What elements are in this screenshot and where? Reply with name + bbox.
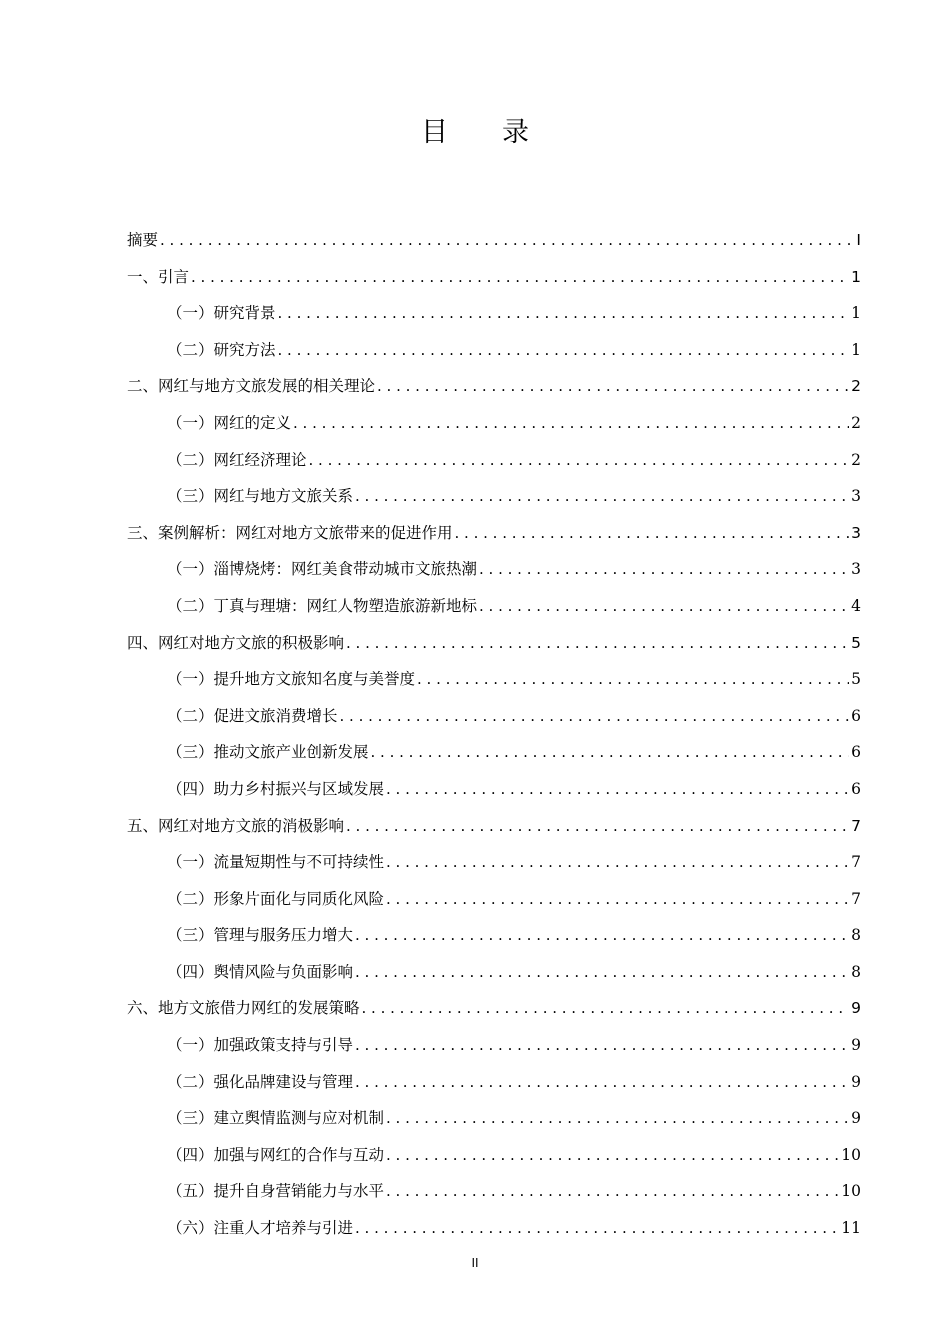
toc-entry[interactable]: [127, 881, 861, 918]
toc-dot-leader: [371, 734, 850, 771]
toc-entry-page: 4: [851, 596, 861, 615]
toc-entry-page: I: [856, 231, 861, 249]
toc-dot-leader: [191, 259, 849, 296]
toc-entry-label: （五）提升自身营销能力与水平: [167, 1182, 385, 1201]
toc-entry-page: 9: [851, 1109, 861, 1128]
toc-dot-leader: [362, 990, 850, 1027]
page-number: II: [471, 1256, 479, 1270]
toc-entry[interactable]: [127, 259, 861, 296]
toc-dot-leader: [355, 954, 849, 991]
toc-dot-leader: [346, 808, 849, 845]
toc-entry-label: （一）研究背景: [167, 304, 276, 323]
toc-entry-label: （二）丁真与理塘：网红人物塑造旅游新地标: [167, 596, 478, 615]
toc-dot-leader: [355, 478, 849, 515]
toc-entry-page: 10: [841, 1145, 861, 1164]
toc-dot-leader: [377, 368, 849, 405]
toc-entry-label: （二）网红经济理论: [167, 450, 307, 469]
toc-entry[interactable]: [127, 990, 861, 1027]
toc-dot-leader: [309, 442, 850, 479]
toc-entry-page: 11: [841, 1219, 861, 1238]
toc-entry-page: 5: [851, 670, 861, 689]
toc-dot-leader: [355, 1064, 849, 1101]
toc-dot-leader: [355, 1210, 839, 1247]
toc-entry[interactable]: [127, 332, 861, 369]
toc-entry-label: （三）建立舆情监测与应对机制: [167, 1109, 385, 1128]
toc-dot-leader: [355, 917, 849, 954]
toc-entry-label: （二）研究方法: [167, 340, 276, 359]
toc-entry[interactable]: [127, 698, 861, 735]
toc-entry[interactable]: [127, 954, 861, 991]
toc-entry-page: 1: [851, 304, 861, 323]
toc-entry[interactable]: [127, 1137, 861, 1174]
toc-entry-page: 9: [851, 999, 861, 1018]
toc-entry[interactable]: [127, 222, 861, 259]
toc-entry[interactable]: [127, 917, 861, 954]
toc-dot-leader: [355, 1027, 849, 1064]
toc-entry[interactable]: [127, 405, 861, 442]
toc-dot-leader: [479, 588, 849, 625]
toc-entry-page: 7: [851, 853, 861, 872]
toc-entry-label: 六、地方文旅借力网红的发展策略: [127, 999, 360, 1018]
toc-entry-page: 6: [851, 743, 861, 762]
toc-entry[interactable]: [127, 478, 861, 515]
toc-dot-leader: [386, 881, 849, 918]
toc-entry[interactable]: [127, 442, 861, 479]
toc-entry-label: 三、案例解析：网红对地方文旅带来的促进作用: [127, 523, 453, 542]
toc-entry[interactable]: [127, 625, 861, 662]
toc-entry-page: 3: [851, 487, 861, 506]
toc-entry-page: 2: [851, 450, 861, 469]
toc-dot-leader: [386, 1100, 849, 1137]
toc-entry-page: 10: [841, 1182, 861, 1201]
toc-entry-page: 7: [851, 816, 861, 835]
toc-entry-label: （二）强化品牌建设与管理: [167, 1072, 354, 1091]
toc-entry[interactable]: [127, 515, 861, 552]
toc-entry-label: （一）网红的定义: [167, 413, 292, 432]
toc-dot-leader: [417, 661, 849, 698]
toc-entry-label: 四、网红对地方文旅的积极影响: [127, 633, 345, 652]
toc-dot-leader: [386, 844, 849, 881]
toc-dot-leader: [340, 698, 850, 735]
toc-entry[interactable]: [127, 771, 861, 808]
toc-entry[interactable]: [127, 808, 861, 845]
toc-dot-leader: [278, 332, 850, 369]
toc-entry[interactable]: [127, 1027, 861, 1064]
page-title: 目录: [421, 117, 583, 148]
toc-dot-leader: [479, 551, 849, 588]
toc-entry[interactable]: [127, 844, 861, 881]
toc-entry-label: （一）加强政策支持与引导: [167, 1036, 354, 1055]
toc-entry-label: （三）推动文旅产业创新发展: [167, 743, 369, 762]
toc-entry[interactable]: [127, 295, 861, 332]
toc-entry-page: 9: [851, 1072, 861, 1091]
toc-entry-label: （三）管理与服务压力增大: [167, 926, 354, 945]
toc-entry[interactable]: [127, 368, 861, 405]
toc-entry-page: 6: [851, 779, 861, 798]
toc-entry[interactable]: [127, 551, 861, 588]
toc-entry-page: 5: [851, 633, 861, 652]
toc-entry[interactable]: [127, 661, 861, 698]
toc-dot-leader: [278, 295, 850, 332]
toc-entry-label: 一、引言: [127, 267, 190, 286]
toc-entry-page: 7: [851, 889, 861, 908]
toc-entry-label: （二）形象片面化与同质化风险: [167, 889, 385, 908]
toc-entry-page: 2: [851, 377, 861, 396]
toc-entry-page: 2: [851, 413, 861, 432]
toc-entry-label: 摘要: [127, 231, 159, 249]
toc-entry-page: 8: [851, 962, 861, 981]
table-of-contents: [127, 222, 861, 1247]
toc-entry[interactable]: [127, 1173, 861, 1210]
toc-entry-label: 五、网红对地方文旅的消极影响: [127, 816, 345, 835]
toc-entry[interactable]: [127, 588, 861, 625]
toc-entry-label: （四）加强与网红的合作与互动: [167, 1145, 385, 1164]
toc-entry-label: （一）提升地方文旅知名度与美誉度: [167, 670, 416, 689]
toc-dot-leader: [455, 515, 850, 552]
toc-entry-label: （一）淄博烧烤：网红美食带动城市文旅热潮: [167, 560, 478, 579]
toc-entry-page: 8: [851, 926, 861, 945]
toc-entry-label: （四）舆情风险与负面影响: [167, 962, 354, 981]
toc-entry-label: 二、网红与地方文旅发展的相关理论: [127, 377, 376, 396]
toc-entry[interactable]: [127, 1210, 861, 1247]
toc-dot-leader: [160, 222, 854, 259]
toc-entry-label: （六）注重人才培养与引进: [167, 1219, 354, 1238]
toc-entry[interactable]: [127, 734, 861, 771]
toc-dot-leader: [386, 1137, 839, 1174]
toc-entry-page: 3: [851, 560, 861, 579]
toc-entry-label: （二）促进文旅消费增长: [167, 706, 338, 725]
toc-entry-label: （四）助力乡村振兴与区域发展: [167, 779, 385, 798]
toc-entry-page: 6: [851, 706, 861, 725]
toc-dot-leader: [346, 625, 849, 662]
toc-entry-label: （三）网红与地方文旅关系: [167, 487, 354, 506]
toc-entry-page: 1: [851, 340, 861, 359]
toc-entry-page: 3: [851, 523, 861, 542]
toc-entry[interactable]: [127, 1064, 861, 1101]
toc-entry-page: 1: [851, 267, 861, 286]
toc-dot-leader: [386, 1173, 839, 1210]
toc-entry[interactable]: [127, 1100, 861, 1137]
toc-dot-leader: [386, 771, 849, 808]
toc-dot-leader: [293, 405, 849, 442]
toc-entry-page: 9: [851, 1036, 861, 1055]
toc-entry-label: （一）流量短期性与不可持续性: [167, 853, 385, 872]
